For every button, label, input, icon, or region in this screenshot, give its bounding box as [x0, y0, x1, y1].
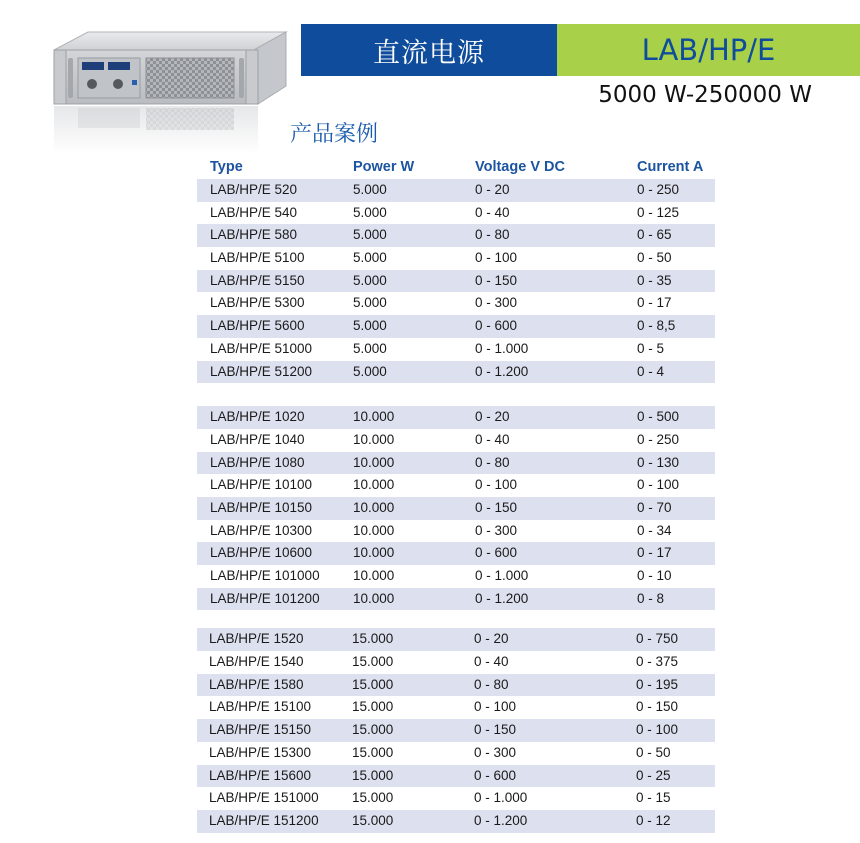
current-cell: 0 - 125 — [637, 204, 680, 220]
current-cell: 0 - 50 — [636, 744, 671, 760]
table-row — [197, 742, 715, 765]
table-row — [197, 497, 715, 520]
type-cell: LAB/HP/E 151200 — [209, 812, 319, 828]
type-cell: LAB/HP/E 580 — [210, 227, 298, 243]
table-row — [197, 565, 715, 588]
table-row — [197, 765, 715, 788]
power-cell: 5.000 — [353, 227, 387, 243]
type-cell: LAB/HP/E 10300 — [210, 522, 313, 538]
table-row — [197, 696, 715, 719]
power-cell: 15.000 — [352, 631, 394, 647]
voltage-cell: 0 - 1.200 — [474, 812, 528, 828]
type-cell: LAB/HP/E 15600 — [209, 767, 312, 783]
type-cell: LAB/HP/E 5600 — [210, 318, 305, 334]
power-range-text: 5000 W-250000 W — [598, 82, 812, 108]
current-cell: 0 - 5 — [637, 340, 665, 356]
power-cell: 15.000 — [352, 790, 394, 806]
current-cell: 0 - 35 — [637, 272, 672, 288]
table-row — [197, 542, 715, 565]
voltage-cell: 0 - 40 — [474, 654, 509, 670]
power-cell: 5.000 — [353, 182, 387, 197]
column-header-type: Type — [210, 159, 243, 175]
voltage-cell: 0 - 300 — [474, 744, 517, 760]
voltage-cell: 0 - 1.000 — [474, 790, 528, 806]
table-group — [197, 406, 715, 610]
voltage-cell: 0 - 600 — [475, 318, 518, 334]
type-cell: LAB/HP/E 51000 — [210, 340, 313, 356]
current-cell: 0 - 4 — [637, 363, 665, 379]
type-cell: LAB/HP/E 10150 — [210, 499, 313, 515]
table-row — [197, 520, 715, 543]
current-cell: 0 - 8 — [637, 590, 665, 606]
power-cell: 10.000 — [353, 522, 395, 538]
current-cell: 0 - 17 — [637, 545, 672, 561]
table-row — [197, 628, 715, 651]
table-row — [197, 224, 715, 247]
power-cell: 15.000 — [352, 744, 394, 760]
table-row — [197, 452, 715, 475]
voltage-cell: 0 - 1.000 — [475, 340, 529, 356]
voltage-cell: 0 - 100 — [475, 477, 518, 493]
table-row — [197, 338, 715, 361]
type-cell: LAB/HP/E 10100 — [210, 477, 313, 493]
power-cell: 10.000 — [353, 590, 395, 606]
current-cell: 0 - 250 — [637, 182, 680, 197]
voltage-cell: 0 - 1.200 — [475, 363, 529, 379]
section-title: 产品案例 — [290, 122, 379, 147]
power-cell: 10.000 — [353, 568, 395, 583]
current-cell: 0 - 15 — [636, 790, 671, 806]
power-cell: 10.000 — [353, 545, 395, 561]
voltage-cell: 0 - 40 — [475, 431, 510, 447]
current-cell: 0 - 150 — [636, 699, 679, 715]
type-cell: LAB/HP/E 1580 — [209, 676, 304, 692]
table-row — [197, 674, 715, 697]
power-cell: 5.000 — [353, 295, 387, 311]
voltage-cell: 0 - 300 — [475, 522, 518, 538]
current-cell: 0 - 34 — [637, 522, 672, 538]
type-cell: LAB/HP/E 101000 — [210, 568, 320, 583]
power-cell: 5.000 — [353, 363, 387, 379]
current-cell: 0 - 70 — [637, 499, 672, 515]
type-cell: LAB/HP/E 151000 — [209, 790, 319, 806]
power-cell: 10.000 — [353, 431, 395, 447]
power-cell: 5.000 — [353, 250, 387, 266]
power-cell: 15.000 — [352, 722, 394, 738]
table-header — [197, 157, 715, 179]
voltage-cell: 0 - 80 — [474, 676, 509, 692]
table-row — [197, 719, 715, 742]
current-cell: 0 - 500 — [637, 409, 680, 425]
power-cell: 5.000 — [353, 318, 387, 334]
voltage-cell: 0 - 150 — [475, 272, 518, 288]
voltage-cell: 0 - 80 — [475, 454, 510, 470]
type-cell: LAB/HP/E 520 — [210, 182, 298, 197]
column-header-voltage: Voltage V DC — [475, 159, 565, 175]
table-row — [197, 651, 715, 674]
type-cell: LAB/HP/E 51200 — [210, 363, 313, 379]
table-row — [197, 315, 715, 338]
current-cell: 0 - 50 — [637, 250, 672, 266]
power-cell: 15.000 — [352, 654, 394, 670]
voltage-cell: 0 - 20 — [475, 182, 510, 197]
current-cell: 0 - 12 — [636, 812, 671, 828]
type-cell: LAB/HP/E 1040 — [210, 431, 305, 447]
voltage-cell: 0 - 150 — [474, 722, 517, 738]
current-cell: 0 - 375 — [636, 654, 679, 670]
table-row — [197, 202, 715, 225]
type-cell: LAB/HP/E 1020 — [210, 409, 305, 425]
type-cell: LAB/HP/E 5150 — [210, 272, 305, 288]
type-cell: LAB/HP/E 5100 — [210, 250, 305, 266]
voltage-cell: 0 - 1.200 — [475, 590, 529, 606]
table-group — [197, 179, 715, 383]
table-row — [197, 429, 715, 452]
table-row — [197, 247, 715, 270]
voltage-cell: 0 - 80 — [475, 227, 510, 243]
table-row — [197, 361, 715, 384]
current-cell: 0 - 250 — [637, 431, 680, 447]
power-cell: 15.000 — [352, 767, 394, 783]
voltage-cell: 0 - 300 — [475, 295, 518, 311]
voltage-cell: 0 - 150 — [475, 499, 518, 515]
table-row — [197, 787, 715, 810]
current-cell: 0 - 195 — [636, 676, 679, 692]
spec-table — [197, 157, 715, 833]
table-row — [197, 474, 715, 497]
voltage-cell: 0 - 100 — [475, 250, 518, 266]
product-category-title: 直流电源 — [301, 24, 557, 76]
type-cell: LAB/HP/E 15300 — [209, 744, 312, 760]
power-cell: 5.000 — [353, 204, 387, 220]
table-row — [197, 406, 715, 429]
type-cell: LAB/HP/E 10600 — [210, 545, 313, 561]
voltage-cell: 0 - 600 — [474, 767, 517, 783]
voltage-cell: 0 - 100 — [474, 699, 517, 715]
power-supply-unit-image — [48, 28, 290, 156]
table-row — [197, 179, 715, 202]
title-banner — [301, 24, 860, 76]
type-cell: LAB/HP/E 1520 — [209, 631, 304, 647]
current-cell: 0 - 8,5 — [637, 318, 676, 334]
voltage-cell: 0 - 20 — [475, 409, 510, 425]
table-row — [197, 810, 715, 833]
table-row — [197, 588, 715, 611]
table-row — [197, 270, 715, 293]
current-cell: 0 - 25 — [636, 767, 671, 783]
current-cell: 0 - 17 — [637, 295, 672, 311]
current-cell: 0 - 100 — [636, 722, 679, 738]
type-cell: LAB/HP/E 101200 — [210, 590, 320, 606]
power-cell: 15.000 — [352, 676, 394, 692]
voltage-cell: 0 - 40 — [475, 204, 510, 220]
power-cell: 10.000 — [353, 499, 395, 515]
current-cell: 0 - 10 — [637, 568, 672, 583]
power-cell: 10.000 — [353, 409, 395, 425]
type-cell: LAB/HP/E 540 — [210, 204, 298, 220]
column-header-current: Current A — [637, 159, 704, 175]
current-cell: 0 - 750 — [636, 631, 679, 647]
table-group — [197, 628, 715, 832]
current-cell: 0 - 130 — [637, 454, 680, 470]
power-cell: 5.000 — [353, 272, 387, 288]
voltage-cell: 0 - 1.000 — [475, 568, 529, 583]
power-cell: 5.000 — [353, 340, 387, 356]
product-series-title: LAB/HP/E — [557, 24, 860, 76]
current-cell: 0 - 65 — [637, 227, 672, 243]
voltage-cell: 0 - 600 — [475, 545, 518, 561]
product-image — [48, 28, 290, 156]
table-row — [197, 292, 715, 315]
power-cell: 15.000 — [352, 699, 394, 715]
column-header-power: Power W — [353, 159, 415, 175]
type-cell: LAB/HP/E 15150 — [209, 722, 312, 738]
power-cell: 15.000 — [352, 812, 394, 828]
type-cell: LAB/HP/E 15100 — [209, 699, 312, 715]
current-cell: 0 - 100 — [637, 477, 680, 493]
power-cell: 10.000 — [353, 477, 395, 493]
power-cell: 10.000 — [353, 454, 395, 470]
type-cell: LAB/HP/E 5300 — [210, 295, 305, 311]
type-cell: LAB/HP/E 1080 — [210, 454, 305, 470]
type-cell: LAB/HP/E 1540 — [209, 654, 304, 670]
voltage-cell: 0 - 20 — [474, 631, 509, 647]
